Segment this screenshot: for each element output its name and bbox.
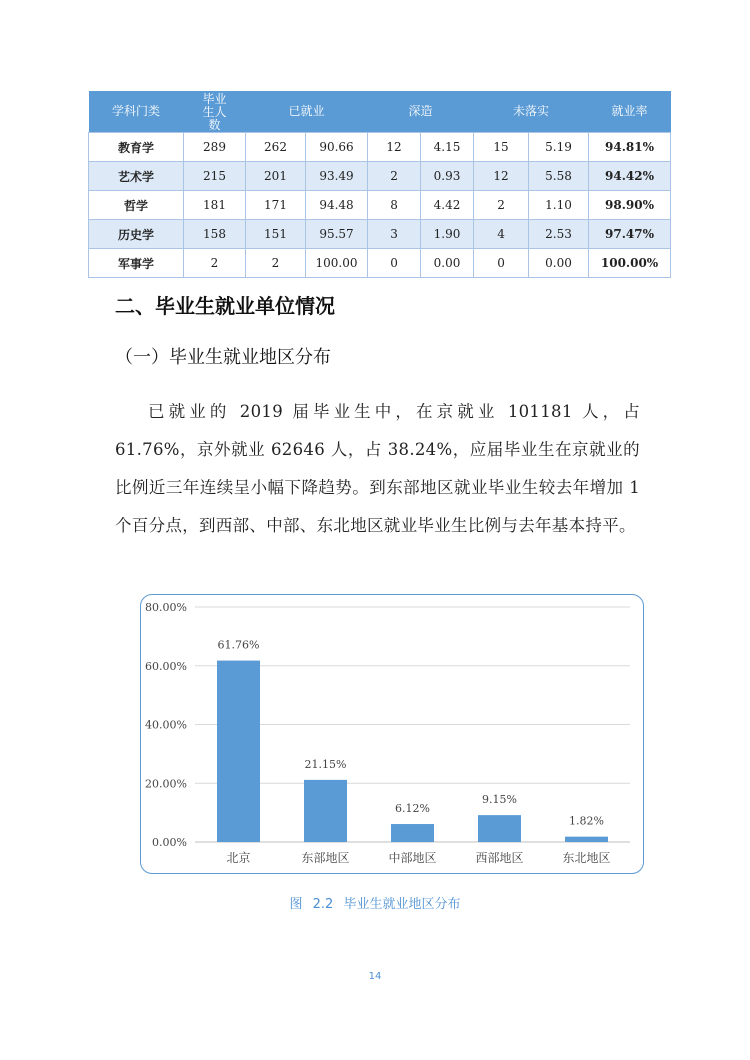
header-further-study: 深造 — [368, 91, 474, 133]
y-tick-label: 0.00% — [152, 836, 187, 849]
table-cell-un-n: 2 — [474, 191, 529, 220]
table-cell-study-p: 4.42 — [421, 191, 474, 220]
x-category-label: 东部地区 — [301, 851, 350, 865]
bar — [478, 815, 521, 842]
y-tick-label: 40.00% — [145, 718, 187, 732]
figure-caption: 图 2.2 毕业生就业地区分布 — [289, 897, 461, 912]
table-cell-study-n: 0 — [368, 249, 421, 278]
subsection-heading: （一）毕业生就业地区分布 — [115, 347, 331, 368]
header-unplaced: 未落实 — [474, 91, 589, 133]
table-cell-emp-p: 95.57 — [306, 220, 368, 249]
page-number: 14 — [368, 971, 382, 982]
table-cell-un-p: 5.19 — [529, 133, 589, 162]
table-cell-un-n: 4 — [474, 220, 529, 249]
table-cell-emp-n: 201 — [246, 162, 306, 191]
table-cell-rate: 100.00% — [589, 249, 671, 278]
x-category-label: 中部地区 — [388, 851, 437, 865]
table-cell-emp-p: 100.00 — [306, 249, 368, 278]
table-cell-subject: 艺术学 — [89, 162, 184, 191]
table-cell-emp-p: 93.49 — [306, 162, 368, 191]
table-cell-subject: 教育学 — [89, 133, 184, 162]
table-cell-rate: 98.90% — [589, 191, 671, 220]
table-cell-emp-n: 151 — [246, 220, 306, 249]
y-tick-label: 20.00% — [145, 777, 187, 791]
table-cell-study-n: 2 — [368, 162, 421, 191]
data-label: 61.76% — [217, 638, 260, 652]
data-label: 6.12% — [395, 802, 430, 816]
table-cell-emp-p: 90.66 — [306, 133, 368, 162]
header-employment-rate: 就业率 — [589, 91, 671, 133]
table-cell-emp-p: 94.48 — [306, 191, 368, 220]
header-subject: 学科门类 — [89, 91, 184, 133]
section-heading: 二、毕业生就业单位情况 — [115, 294, 335, 318]
data-label: 21.15% — [304, 757, 347, 771]
bar — [304, 780, 347, 842]
table-cell-emp-n: 262 — [246, 133, 306, 162]
x-category-label: 西部地区 — [475, 851, 524, 865]
body-paragraph: 已就业的 2019 届毕业生中，在京就业 101181 人，占 61.76%，京外就业 62646 人，占 38.24%，应届毕业生在京就业的比例近三年连续呈小幅下降趋势。到东部地区就业毕业生较去年增加 1 个百分点，到西部、中部、东北地区就业毕业生比例与去年基本持平。 — [115, 402, 640, 535]
data-label: 9.15% — [482, 793, 517, 807]
table-cell-rate: 97.47% — [589, 220, 671, 249]
table-cell-study-n: 8 — [368, 191, 421, 220]
table-cell-study-p: 4.15 — [421, 133, 474, 162]
x-category-label: 东北地区 — [562, 851, 611, 865]
y-tick-label: 60.00% — [145, 659, 187, 673]
table-cell-total: 215 — [184, 162, 246, 191]
header-employed: 已就业 — [246, 91, 368, 133]
table-cell-study-n: 12 — [368, 133, 421, 162]
header-graduates: 毕业生人数 — [184, 91, 246, 133]
table-cell-un-n: 0 — [474, 249, 529, 278]
table-cell-un-p: 1.10 — [529, 191, 589, 220]
table-cell-un-p: 0.00 — [529, 249, 589, 278]
table-cell-study-p: 0.00 — [421, 249, 474, 278]
table-cell-study-p: 0.93 — [421, 162, 474, 191]
table-cell-rate: 94.81% — [589, 133, 671, 162]
table-cell-subject: 军事学 — [89, 249, 184, 278]
y-tick-label: 80.00% — [145, 601, 187, 614]
table-cell-subject: 历史学 — [89, 220, 184, 249]
table-cell-rate: 94.42% — [589, 162, 671, 191]
table-cell-emp-n: 2 — [246, 249, 306, 278]
table-cell-total: 2 — [184, 249, 246, 278]
table-cell-study-p: 1.90 — [421, 220, 474, 249]
table-cell-un-n: 15 — [474, 133, 529, 162]
table-cell-total: 181 — [184, 191, 246, 220]
table-cell-un-n: 12 — [474, 162, 529, 191]
data-label: 1.82% — [569, 814, 604, 828]
x-category-label: 北京 — [226, 851, 251, 865]
table-cell-total: 158 — [184, 220, 246, 249]
table-cell-total: 289 — [184, 133, 246, 162]
table-cell-subject: 哲学 — [89, 191, 184, 220]
table-cell-un-p: 2.53 — [529, 220, 589, 249]
table-cell-study-n: 3 — [368, 220, 421, 249]
table-cell-emp-n: 171 — [246, 191, 306, 220]
bar — [391, 824, 434, 842]
bar — [217, 661, 260, 842]
bar — [565, 837, 608, 842]
table-cell-un-p: 5.58 — [529, 162, 589, 191]
